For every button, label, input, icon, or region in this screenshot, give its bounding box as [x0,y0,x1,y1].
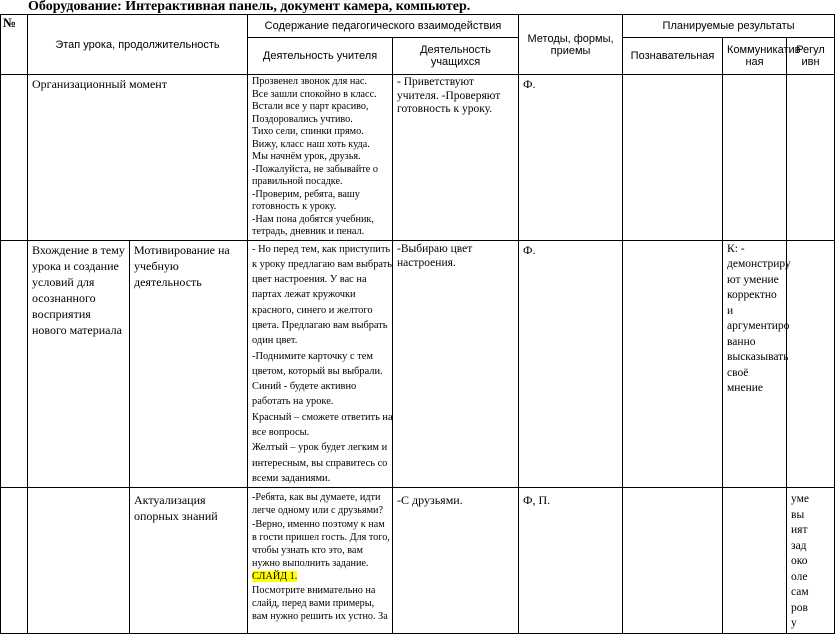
regulative-cell [787,75,835,241]
table-row [1,75,835,241]
table-row [1,240,835,488]
regulative-cell: уме вы ият зад око оле сам ров у [787,488,835,634]
cognitive-cell [623,240,723,488]
teacher-activity-cell: -Ребята, как вы думаете, идти легче одному или с друзьями? -Верно, именно поэтому к нам в гости пришел гость. Для того, чтобы узнать кто это, вам нужно выполнить задание. СЛАЙД 1. Посмотрите внимательно на слайд, перед вами примеры, вам нужно решить их устно. За [248,488,393,634]
communicative-cell [723,488,787,634]
substage-cell: Актуализация опорных знаний [130,488,248,634]
header-number: № [1,15,28,75]
cognitive-cell [623,75,723,241]
stage-cell [28,488,130,634]
cognitive-cell [623,488,723,634]
header-methods: Методы, формы, приемы [519,15,623,75]
header-stage: Этап урока, продолжительность [28,15,248,75]
student-activity-cell: -С друзьями. [393,488,519,634]
teacher-activity-cell: Прозвенел звонок для нас. Все зашли спокойно в класс. Встали все у парт красиво, Поздоровались учтиво. Тихо сели, спинки прямо. Вижу, класс наш хоть куда. Мы начнём урок, друзья. -Пожалуйста, не забывайте о правильной посадке. -Проверим, ребята, вашу готовность к уроку. -Нам пона добятся учебник, тетрадь, дневник и пенал. [248,75,393,241]
header-planned-results: Планируемые результаты [623,15,835,38]
methods-cell: Ф. [519,75,623,241]
methods-cell: Ф. [519,240,623,488]
lesson-plan-table-wrapper [0,14,835,634]
teacher-activity-cell: - Но перед тем, как приступить к уроку предлагаю вам выбрать цвет настроения. У вас на партах лежат кружочки красного, синего и желтого цвета. Предлагаю вам выбрать один цвет. -Поднимите карточку с тем цветом, который вы выбрали. Синий - будете активно работать на уроке. Красный – сможете ответить на все вопросы. Желтый – урок будет легким и интересным, вы справитесь со всеми заданиями. [248,240,393,488]
methods-cell: Ф, П. [519,488,623,634]
header-teacher-activity: Деятельность учителя [248,38,393,75]
student-activity-cell: - Приветствуют учителя. -Проверяют готовность к уроку. [393,75,519,241]
header-communicative: Коммуникатив ная [723,38,787,75]
lesson-plan-table [0,14,835,634]
stage-cell: Организационный момент [28,75,248,241]
header-regulative: Регул ивн [787,38,835,75]
slide-marker: СЛАЙД 1. [252,571,298,583]
page-title: Оборудование: Интерактивная панель, документ камера, компьютер. [28,0,471,14]
header-student-activity: Деятельность учащихся [393,38,519,75]
student-activity-cell: -Выбираю цвет настроения. [393,240,519,488]
header-cognitive: Познавательная [623,38,723,75]
header-content: Содержание педагогического взаимодействия [248,15,519,38]
regulative-cell [787,240,835,488]
stage-cell: Вхождение в тему урока и создание условий для осознанного восприятия нового материала [28,240,130,488]
communicative-cell: К: - демонстриру ют умение корректно и аргументиро ванно высказывать своё мнение [723,240,787,488]
substage-cell: Мотивирование на учебную деятельность [130,240,248,488]
table-row [1,488,835,634]
communicative-cell [723,75,787,241]
